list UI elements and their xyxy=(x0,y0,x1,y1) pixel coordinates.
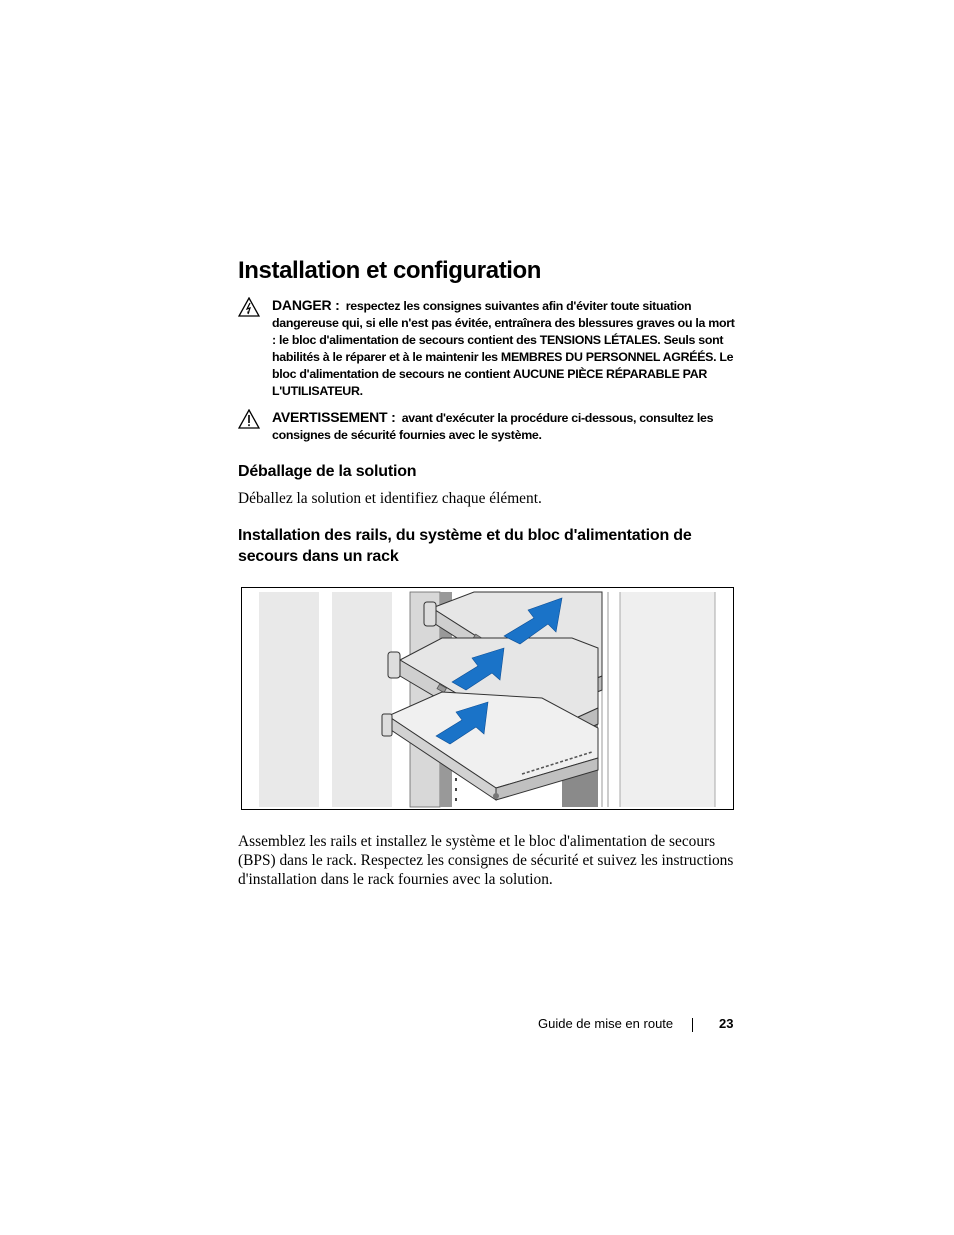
rack-installation-illustration xyxy=(241,587,734,810)
rack-install-heading: Installation des rails, du système et du bloc d'alimentation de secours dans un rack xyxy=(238,527,692,565)
danger-notice xyxy=(238,297,738,400)
page-number: 23 xyxy=(719,1016,734,1031)
rack-install-text: Assemblez les rails et installez le système et le bloc d'alimentation de secours (BPS) dans le rack. Respectez les consignes de sécurité et suivez les instructions d'installation dans le rack fournies avec la solution. xyxy=(238,833,734,888)
unpacking-text: Déballez la solution et identifiez chaque élément. xyxy=(238,490,542,507)
danger-text: respectez les consignes suivantes afin d'éviter toute situation dangereuse qui, si elle n'est pas évitée, entraînera des blessures graves ou la mort : le bloc d'alimentation de secours contient des TENSIONS LÉTALES. Seuls sont habilités à le réparer et à le maintenir les MEMBRES DU PERSONNEL AGRÉÉS. Le bloc d'alimentation de secours ne contient AUCUNE PIÈCE RÉPARABLE PAR L'UTILISATEUR. xyxy=(272,299,735,398)
page-footer xyxy=(0,1015,954,1035)
footer-separator xyxy=(692,1018,693,1032)
warning-notice xyxy=(238,409,738,444)
warning-label: AVERTISSEMENT : xyxy=(272,409,396,425)
unpacking-heading: Déballage de la solution xyxy=(238,463,417,480)
page-title: Installation et configuration xyxy=(238,257,542,284)
warning-icon xyxy=(238,409,260,429)
rack-panel xyxy=(259,592,319,807)
footer-guide-title: Guide de mise en route xyxy=(538,1016,674,1031)
danger-label: DANGER : xyxy=(272,297,340,313)
rack-panel xyxy=(620,592,715,807)
warning-text: avant d'exécuter la procédure ci-dessous, consultez les consignes de sécurité fournies avec le système. xyxy=(272,411,714,442)
rack-panel xyxy=(332,592,392,807)
electric-hazard-icon xyxy=(238,297,260,317)
rack-illustration-svg xyxy=(242,588,733,809)
